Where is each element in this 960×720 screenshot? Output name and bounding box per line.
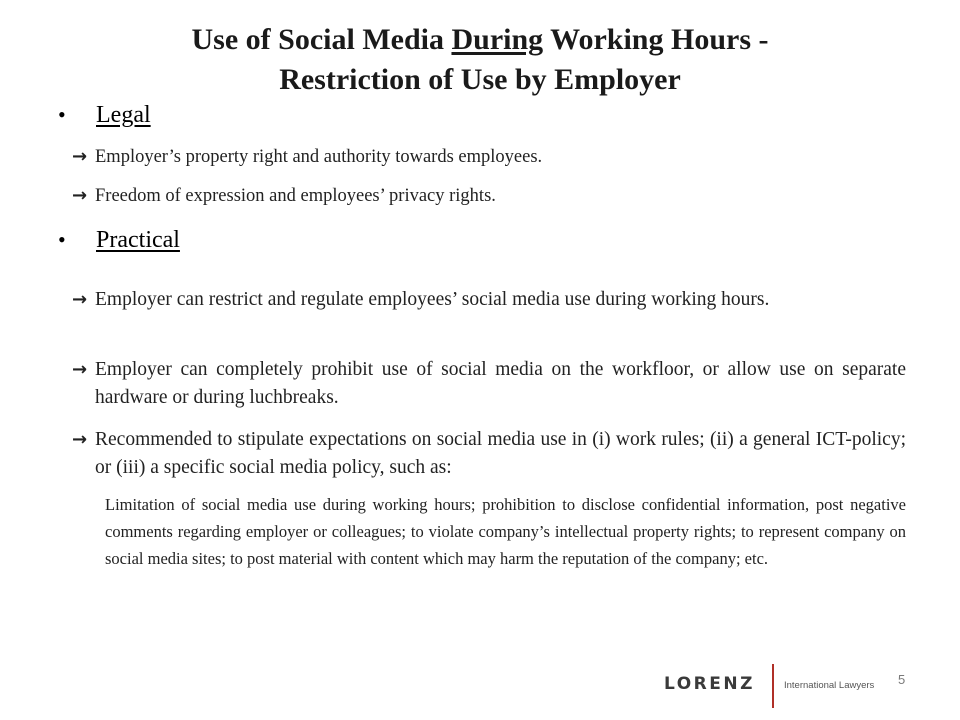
bullet-dot-icon: •	[58, 227, 66, 252]
lorenz-logo	[664, 664, 894, 708]
practical-item-3	[72, 426, 906, 482]
practical-item-2	[72, 356, 906, 412]
practical-item-1	[72, 286, 906, 314]
legal-item-2	[72, 182, 906, 210]
legal-item-text: Freedom of expression and employees’ privacy rights.	[95, 186, 496, 206]
practical-item-text: Employer can completely prohibit use of social media on the workfloor, or allow use on separate hardware or during luchbreaks.	[95, 359, 906, 408]
bullet-practical	[58, 226, 180, 254]
bullet-dot-icon: •	[58, 102, 66, 127]
title-text-pre: Use of Social Media	[191, 23, 452, 56]
legal-heading: Legal	[96, 102, 151, 128]
title-text-underlined: During	[451, 23, 544, 56]
arrow-right-icon: →	[72, 429, 88, 450]
policy-examples-paragraph: Limitation of social media use during working hours; prohibition to disclose confidential information, post negative comments regarding employer or colleagues; to violate company’s intellectual property rights; to represent company on social media sites; to post material with content which may harm the reputation of the company; etc.	[105, 495, 906, 568]
arrow-right-icon: →	[72, 359, 88, 380]
arrow-right-icon: →	[72, 289, 88, 310]
logo-separator	[772, 664, 774, 708]
arrow-right-icon: →	[72, 146, 88, 167]
logo-wordmark: LORENZ	[664, 674, 755, 694]
legal-item-1	[72, 143, 906, 171]
slide-title	[80, 20, 880, 100]
title-line-1	[80, 20, 880, 60]
legal-item-text: Employer’s property right and authority towards employees.	[95, 147, 543, 167]
title-text-post: Working Hours -	[543, 23, 769, 56]
practical-heading: Practical	[96, 227, 180, 253]
logo-tagline: International Lawyers	[784, 680, 875, 691]
title-line-2: Restriction of Use by Employer	[279, 63, 681, 96]
practical-item-text: Recommended to stipulate expectations on social media use in (i) work rules; (ii) a general ICT-policy; or (iii) a specific social media policy, such as:	[95, 429, 906, 478]
arrow-right-icon: →	[72, 185, 88, 206]
page-number: 5	[898, 672, 906, 687]
practical-item-text: Employer can restrict and regulate employees’ social media use during working hours.	[95, 289, 770, 310]
bullet-legal	[58, 101, 151, 129]
